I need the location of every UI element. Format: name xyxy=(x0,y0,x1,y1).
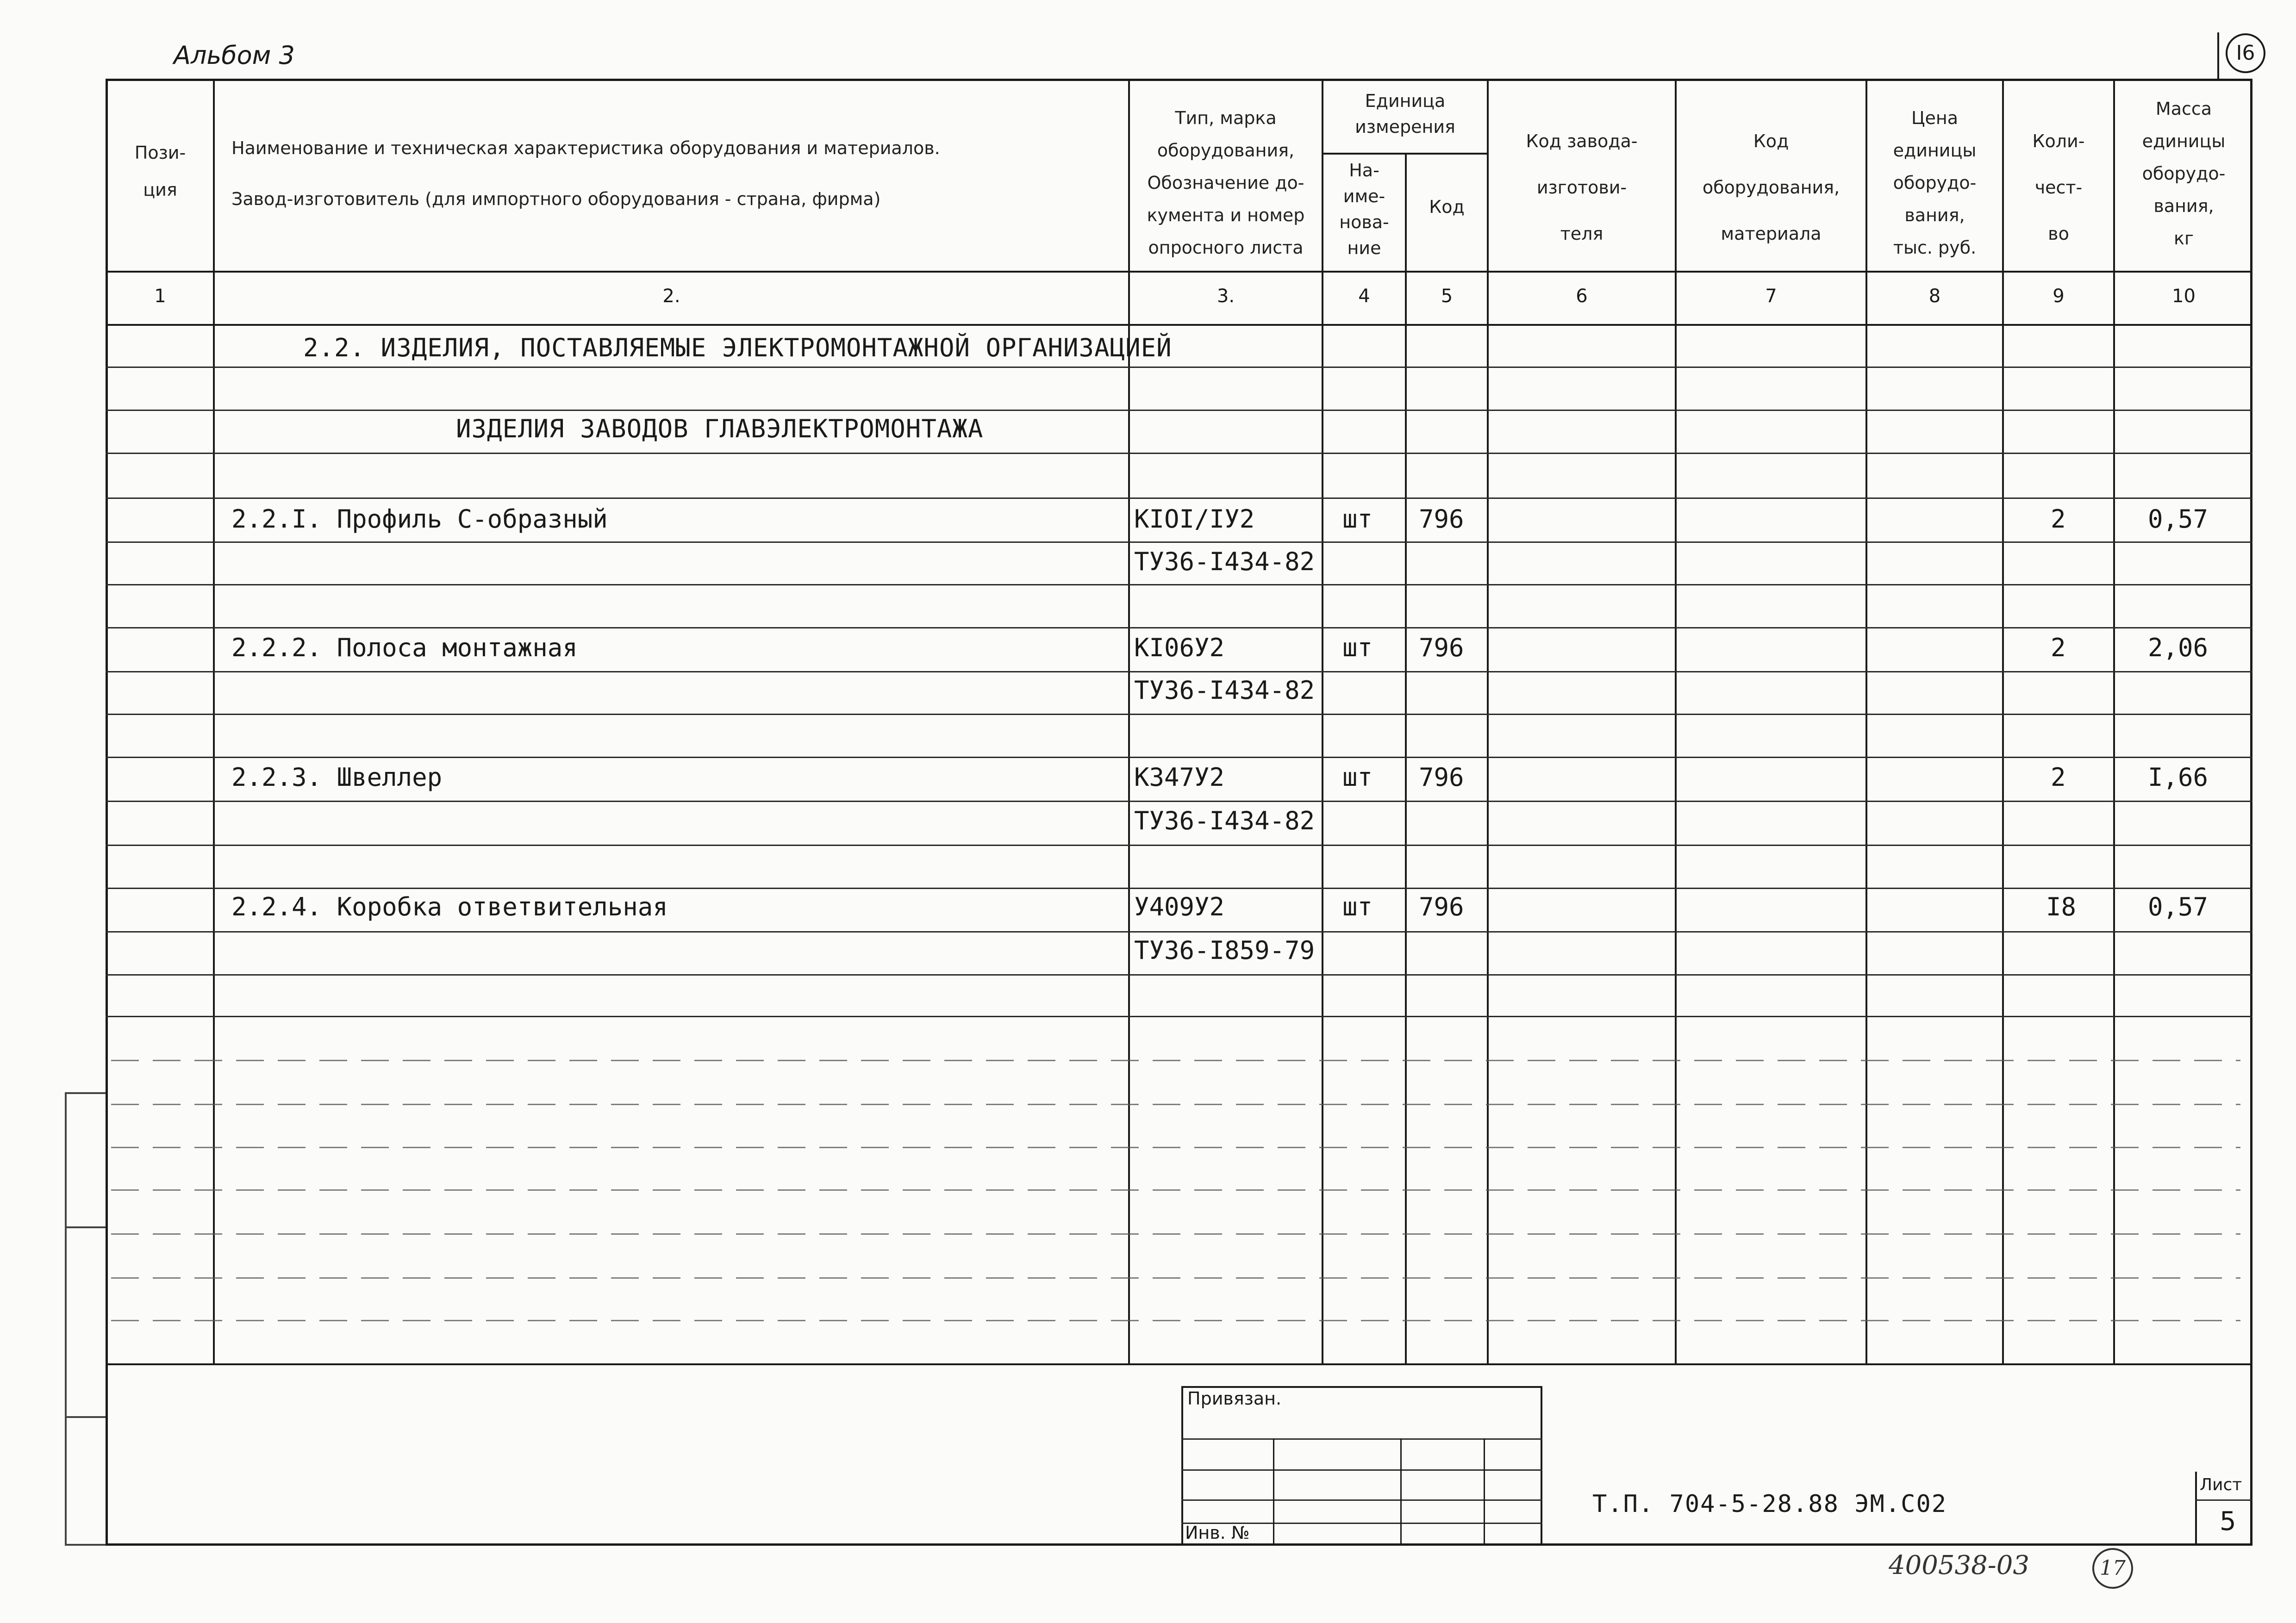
col-header-4: На- име- нова- ние xyxy=(1339,160,1389,258)
unit-group-header: Единица измерения xyxy=(1355,91,1455,137)
row-line xyxy=(106,671,2252,672)
row-line xyxy=(106,888,2252,889)
item-unit: шт xyxy=(1342,504,1373,534)
item-code: 796 xyxy=(1419,504,1464,534)
item-code: 796 xyxy=(1419,892,1464,921)
row-line xyxy=(106,714,2252,715)
item-qty: 2 xyxy=(2051,763,2066,792)
col-number: 10 xyxy=(2172,286,2196,307)
col-number: 5 xyxy=(1441,286,1453,307)
item-qty: 2 xyxy=(2051,504,2066,534)
col-header-3: Тип, марка оборудования, Обозначение до- кумента и номер опросного листа xyxy=(1147,108,1305,258)
item-mass: 2,06 xyxy=(2148,633,2209,662)
item-mass: I,66 xyxy=(2148,763,2209,792)
item-doc: ТУ36-I434-82 xyxy=(1134,547,1315,576)
row-line xyxy=(106,845,2252,846)
col-line xyxy=(1405,153,1407,1365)
col-number: 4 xyxy=(1358,286,1370,307)
section-title: 2.2. ИЗДЕЛИЯ, ПОСТАВЛЯЕМЫЕ ЭЛЕКТРОМОНТАЖНОЙ ОРГАНИЗАЦИЕЙ xyxy=(303,333,1172,362)
document-designation: Т.П. 704-5-28.88 ЭМ.С02 xyxy=(1592,1490,1947,1518)
col-number: 7 xyxy=(1765,286,1777,307)
item-name: 2.2.2. Полоса монтажная xyxy=(231,633,578,662)
empty-row-line xyxy=(111,1233,2240,1235)
row-line xyxy=(106,627,2252,628)
col-header-9: Коли- чест- во xyxy=(2032,131,2085,244)
col-number: 9 xyxy=(2053,286,2065,307)
item-type: У409У2 xyxy=(1134,892,1225,921)
sheet-line xyxy=(2195,1499,2252,1501)
empty-row-line xyxy=(111,1320,2240,1321)
col-header-10: Масса единицы оборудо- вания, кг xyxy=(2142,99,2226,249)
empty-row-line xyxy=(111,1277,2240,1279)
inv-no-label: Инв. № xyxy=(1185,1523,1250,1543)
row-line xyxy=(106,584,2252,585)
col-header-8: Цена единицы оборудо- вания, тыс. руб. xyxy=(1893,108,1977,258)
row-line xyxy=(106,453,2252,454)
item-unit: шт xyxy=(1342,633,1373,662)
col-header-6: Код завода- изготови- теля xyxy=(1526,131,1638,244)
col-number: 1 xyxy=(154,286,166,307)
item-type: KI06У2 xyxy=(1134,633,1225,662)
item-code: 796 xyxy=(1419,763,1464,792)
empty-row-line xyxy=(111,1147,2240,1148)
row-line xyxy=(106,497,2252,499)
item-doc: ТУ36-I434-82 xyxy=(1134,676,1315,705)
stamp-line xyxy=(1181,1469,1542,1471)
item-type: K347У2 xyxy=(1134,763,1225,792)
empty-row-line xyxy=(111,1189,2240,1191)
number-row-line xyxy=(106,324,2252,326)
col-header-1: Пози- ция xyxy=(134,143,186,200)
col-number: 6 xyxy=(1576,286,1588,307)
row-line xyxy=(106,757,2252,758)
side-strip-line xyxy=(65,1226,106,1228)
album-label: Альбом 3 xyxy=(174,41,295,70)
col-header-7: Код оборудования, материала xyxy=(1702,131,1840,244)
row-line xyxy=(106,541,2252,543)
row-line xyxy=(106,974,2252,976)
row-line xyxy=(106,801,2252,802)
subsection-title: ИЗДЕЛИЯ ЗАВОДОВ ГЛАВЭЛЕКТРОМОНТАЖА xyxy=(456,414,984,443)
sheet-number: 5 xyxy=(2220,1506,2236,1536)
stamp-col xyxy=(1400,1438,1402,1546)
col-header-5: Код xyxy=(1429,197,1465,217)
stamp-line xyxy=(1181,1438,1542,1440)
stamp-top-line xyxy=(106,1363,2252,1365)
col-number: 2. xyxy=(662,286,680,307)
item-unit: шт xyxy=(1342,892,1373,921)
footer-circle-text: 17 xyxy=(2100,1556,2126,1580)
item-doc: ТУ36-I859-79 xyxy=(1134,936,1315,965)
item-mass: 0,57 xyxy=(2148,504,2209,534)
row-line xyxy=(106,931,2252,933)
sheet-label: Лист xyxy=(2200,1475,2242,1494)
unit-group-line xyxy=(1322,153,1489,155)
header-line xyxy=(106,271,2252,273)
col-number: 8 xyxy=(1928,286,1941,307)
item-unit: шт xyxy=(1342,763,1373,792)
item-name: 2.2.3. Швеллер xyxy=(231,763,443,792)
privyazan-block xyxy=(1181,1386,1542,1546)
page-mark xyxy=(2226,33,2265,73)
item-type: KIOI/IУ2 xyxy=(1134,504,1255,534)
footer-number: 400538-03 xyxy=(1889,1550,2029,1580)
side-strip xyxy=(65,1092,106,1546)
item-qty: I8 xyxy=(2046,892,2077,921)
empty-row-line xyxy=(111,1060,2240,1061)
item-qty: 2 xyxy=(2051,633,2066,662)
stamp-col xyxy=(1484,1438,1485,1546)
col-number: 3. xyxy=(1217,286,1235,307)
privyazan-label: Привязан. xyxy=(1187,1388,1282,1409)
item-name: 2.2.4. Коробка ответвительная xyxy=(231,892,668,921)
side-strip-line xyxy=(65,1416,106,1418)
item-doc: ТУ36-I434-82 xyxy=(1134,806,1315,835)
stamp-col xyxy=(1273,1438,1274,1546)
item-mass: 0,57 xyxy=(2148,892,2209,921)
empty-row-line xyxy=(111,1104,2240,1105)
row-line xyxy=(106,367,2252,368)
item-name: 2.2.I. Профиль С-образный xyxy=(231,504,608,534)
item-code: 796 xyxy=(1419,633,1464,662)
row-line xyxy=(106,410,2252,411)
col-header-2: Наименование и техническая характеристика оборудования и материалов. Завод-изготовитель (для импортного оборудования - страна, фирма) xyxy=(231,138,940,209)
row-line xyxy=(106,1016,2252,1017)
page-mark-text: I6 xyxy=(2236,41,2255,65)
stamp-line xyxy=(1181,1499,1542,1501)
footer-circle xyxy=(2092,1548,2133,1589)
